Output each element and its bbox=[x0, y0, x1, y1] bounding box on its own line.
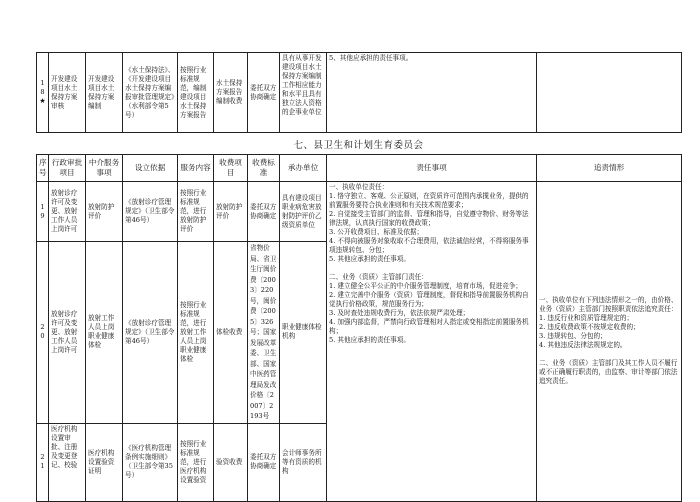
duty-cell: 5、其他应承担的责任事项。 bbox=[327, 53, 537, 133]
table-row bbox=[37, 53, 682, 133]
fee-item-cell: 水土保持方案报告编制收费 bbox=[214, 53, 248, 133]
basis-cell: 《水土保持法》、《开发建设项目水土保持方案编报审批管理规定》（水利部令第5号） bbox=[123, 53, 178, 133]
content-cell: 按照行业标准规范，进行放射工作人员上岗职业健康体检 bbox=[178, 242, 214, 424]
basis-cell: 《放射诊疗管理规定》（卫生部令第46号） bbox=[123, 182, 178, 242]
header-unit: 承办单位 bbox=[280, 155, 327, 182]
unit-cell: 具有从事开发建设项目水土保持方案编制工作相应能力和水平且具有独立法人资格的企事业单位 bbox=[280, 53, 327, 133]
agency-item-cell: 放射工作人员上岗职业健康体检 bbox=[86, 242, 123, 424]
header-row bbox=[37, 155, 682, 182]
seq-cell: 19 bbox=[37, 182, 49, 242]
fee-item-cell: 验资收费 bbox=[214, 423, 248, 501]
accountability-cell bbox=[537, 53, 682, 133]
duty-block: 一、执收单位责任： 1. 恪守独立、客观、公正原则，在资质许可范围内承揽业务，提供的前置服务要符合执业准则和有关技术规范要求； 2. 自觉接受主管部门的监督、管理和指导，自觉遵守物价、财务等法律法规，认真执行国家的收费政策； 3. 公开收费项目、标准及依据； 4. 不得向被服务对象收取不合理费用，依法诚信经营，不得将服务事项违规转包、分包； 5. 其他应承担的责任事项。 二、业务（资质）主管部门责任： 1. 建立健全公平公正的中介服务管理制度，培育市场，促进竞争； 2. 建立完善中介服务（资质）管理制度，督促和指导前置服务机构自觉执行价格政策，规范服务行为； 3. 及时查处违规收费行为，依法依规严肃处理； 4. 加强内部监督，严禁向行政管理相对人指定或变相指定前置服务机构； 5. 其他应承担的责任事项。 bbox=[327, 182, 537, 502]
agency-item-cell: 放射防护评价 bbox=[86, 182, 123, 242]
fee-item-cell: 体检收费 bbox=[214, 242, 248, 424]
content-cell: 按照行业标准规范，进行医疗机构设置验资 bbox=[178, 423, 214, 501]
fee-item-cell: 放射防护评价 bbox=[214, 182, 248, 242]
header-approval: 行政审批项目 bbox=[49, 155, 86, 182]
fee-std-cell: 委托双方协商确定 bbox=[248, 53, 280, 133]
table-row bbox=[37, 182, 682, 242]
fee-std-cell: 委托双方协商确定 bbox=[248, 423, 280, 501]
seq-cell: 21 bbox=[37, 423, 49, 501]
header-fee-item: 收费项目 bbox=[214, 155, 248, 182]
header-seq: 序号 bbox=[37, 155, 49, 182]
approval-cell: 放射诊疗许可及变更、放射工作人员上岗许可 bbox=[49, 182, 86, 242]
fee-std-cell: 委托双方协商确定 bbox=[248, 182, 280, 242]
unit-cell: 会计师事务所等有资质的机构 bbox=[280, 423, 327, 501]
content-cell: 按照行业标准规范，进行放射防护评价 bbox=[178, 182, 214, 242]
header-duty: 责任事项 bbox=[327, 155, 537, 182]
agency-item-cell: 医疗机构设置验资证明 bbox=[86, 423, 123, 501]
agency-item-cell: 开发建设项目水土保持方案编制 bbox=[86, 53, 123, 133]
header-basis: 设立依据 bbox=[123, 155, 178, 182]
basis-cell: 《放射诊疗管理规定》（卫生部令第46号） bbox=[123, 242, 178, 424]
main-table bbox=[36, 154, 682, 502]
fee-std-cell: 省物价局、省卫生厅闽价费〔2003〕220号，闽价费〔2005〕326号；国家发展改革委、卫生部、国家中医药管理局发改价格〔2007〕2193号 bbox=[248, 242, 280, 424]
approval-cell: 医疗机构设置审批、注册及变更登记、校验 bbox=[49, 423, 86, 501]
seq-number: 18 bbox=[40, 79, 45, 96]
header-accountability: 追责情形 bbox=[537, 155, 682, 182]
content-cell: 按照行业标准规范，编制建设项目水土保持方案报告 bbox=[178, 53, 214, 133]
section-title: 七、县卫生和计划生育委员会 bbox=[293, 140, 424, 151]
header-fee-std: 收费标准 bbox=[248, 155, 280, 182]
unit-cell: 具有建设项目职业病危害放射防护评价乙级资质单位 bbox=[280, 182, 327, 242]
header-content: 服务内容 bbox=[178, 155, 214, 182]
seq-cell: 20 bbox=[37, 242, 49, 424]
seq-cell bbox=[37, 53, 49, 133]
header-agency-item: 中介服务事项 bbox=[86, 155, 123, 182]
basis-cell: 《医疗机构管理条例实施细则》（卫生部令第35号） bbox=[123, 423, 178, 501]
approval-cell: 开发建设项目水土保持方案审核 bbox=[49, 53, 86, 133]
star-icon: ★ bbox=[39, 97, 46, 105]
accountability-block: 一、执收单位有下列违法情形之一的，由价格、业务（资质）主管部门按照职责依法追究责任： 1. 违反行业和资质管理规定的； 2. 违反收费政策不按规定收费的； 3. 违规转包、分包的； 4. 其他违反法律法规规定的。 二、业务（资质）主管部门及其工作人员不履行或不正确履行职责的，由监察、审计等部门依法追究责任。 bbox=[537, 182, 682, 502]
approval-cell: 放射诊疗许可及变更、放射工作人员上岗许可 bbox=[49, 242, 86, 424]
unit-cell: 职业健康体检机构 bbox=[280, 242, 327, 424]
top-table bbox=[36, 52, 682, 133]
